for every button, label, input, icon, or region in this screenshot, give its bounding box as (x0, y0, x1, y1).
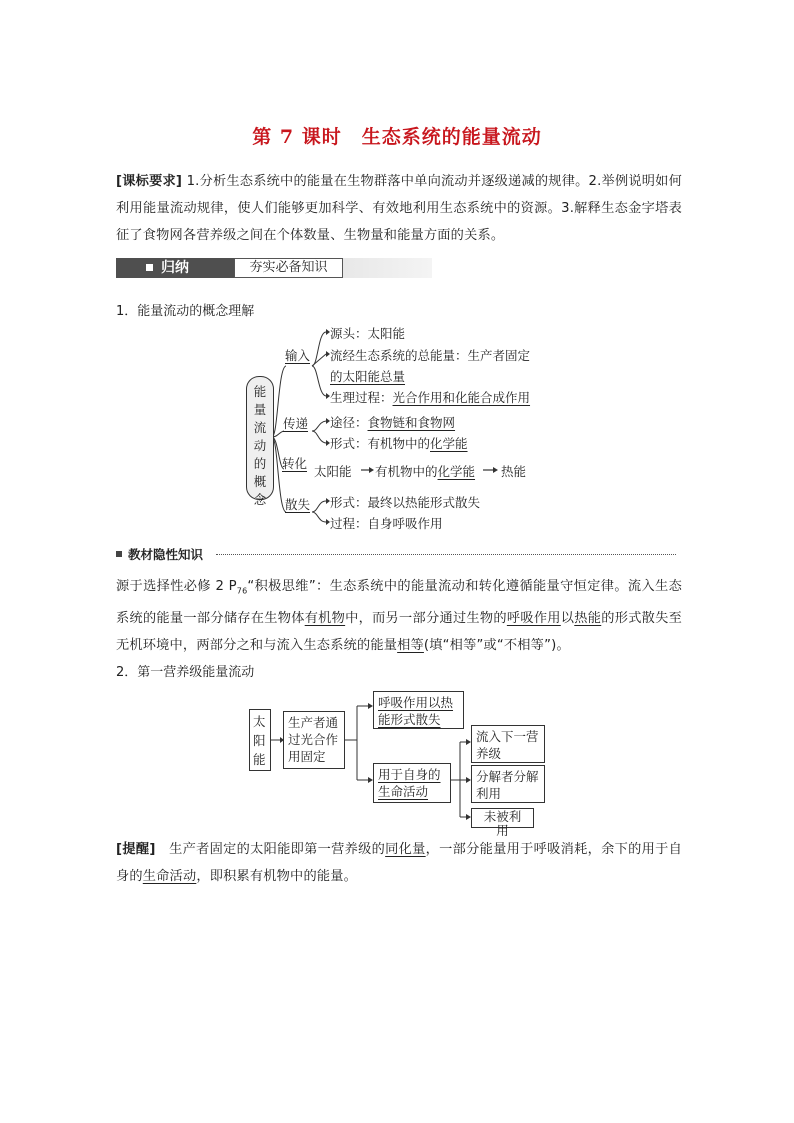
conversion-chem-value: 化学能 (437, 464, 476, 479)
reminder-tag: [提醒] (116, 842, 156, 857)
reminder-text-2: ，一部分能量用于呼吸消耗，余下的用于自身的 (116, 842, 682, 884)
input-label: 输入 (285, 348, 311, 363)
curriculum-text: 1.分析生态系统中的能量在生物群落中单向流动并逐级递减的规律。2.举例说明如何利用能量流动规律，使人们能够更加科学、有效地利用生态系统中的资源。3.解释生态金字塔表征了食物网各营养级之间在个体数量、生物量和能量方面的关系。 (116, 174, 682, 243)
reminder-answer-1: 同化量 (385, 842, 426, 857)
hk-text-1: 源于选择性必修 2 P (116, 579, 237, 594)
transfer-label: 传递 (283, 416, 309, 431)
input-total-prefix: 流经生态系统的总能量：生产者固定 (330, 348, 531, 363)
conversion-heat: 热能 (501, 464, 527, 479)
band-label: 归纳 (161, 260, 189, 276)
page-title: 第 7 课时 生态系统的能量流动 (252, 126, 542, 148)
concept-root-label: 能量流动的概念 (253, 384, 267, 507)
loss-label: 散失 (285, 497, 311, 512)
flow-next-level-label: 流入下一营养级 (476, 729, 539, 761)
transfer-route-prefix: 途径： (330, 415, 368, 430)
hk-answer-3: 热能 (574, 610, 602, 626)
hk-text-5: 的形式散失至无机环境中，两部分之和与流入生态系统的能量 (116, 610, 683, 653)
transfer-route-value: 食物链和食物网 (367, 415, 456, 430)
hk-text-6: (填“相等”或“不相等”)。 (423, 637, 570, 653)
hk-text-3: 中，而另一部分通过生物的 (345, 610, 507, 626)
flow-growth-label: 用于自身的生命活动 (378, 767, 441, 799)
conversion-label: 转化 (282, 456, 308, 471)
flow-unused-label: 未被利用 (483, 809, 522, 838)
conversion-chem-prefix: 有机物中的 (375, 464, 438, 479)
transfer-form-prefix: 形式：有机物中的 (330, 436, 431, 451)
flow-producer-label: 生产者通过光合作用固定 (288, 715, 339, 764)
input-source: 源头：太阳能 (330, 326, 406, 341)
loss-process: 过程：自身呼吸作用 (330, 516, 443, 531)
input-total-suffix: 的太阳能总量 (330, 369, 406, 384)
flow-decomposer-box (471, 765, 545, 803)
flow-respiration-box (373, 691, 464, 729)
reminder-answer-2: 生命活动 (142, 869, 197, 884)
transfer-form-value: 化学能 (430, 436, 468, 451)
hk-answer-2: 呼吸作用 (506, 610, 561, 626)
band-subtitle: 夯实必备知识 (234, 258, 343, 278)
hidden-knowledge-heading: 教材隐性知识 (128, 547, 204, 562)
flow-sun-box (249, 709, 271, 771)
input-process-prefix: 生理过程： (330, 390, 393, 405)
hk-text-2: “积极思维”：生态系统中的能量流动和转化遵循能量守恒定律。流入生态系统的能量一部分储存在生物体 (116, 579, 682, 626)
hk-answer-1: 有机物 (304, 610, 346, 626)
reminder-text-1: 生产者固定的太阳能即第一营养级的 (169, 842, 386, 857)
hk-text-4: 以 (560, 610, 575, 626)
conversion-sun: 太阳能 (314, 464, 352, 479)
section1-heading: 1．能量流动的概念理解 (116, 304, 255, 319)
input-process-value: 光合作用和化能合成作用 (392, 390, 531, 405)
flow-next-level-box (471, 725, 545, 763)
flow-unused-box (471, 808, 534, 838)
flow-growth-box (373, 763, 451, 803)
section2-heading: 2．第一营养级能量流动 (116, 665, 255, 680)
loss-form: 形式：最终以热能形式散失 (330, 495, 481, 510)
flow-decomposer-label: 分解者分解利用 (476, 769, 539, 801)
reminder-paragraph (116, 836, 682, 890)
reminder-text-3: ，即积累有机物中的能量。 (196, 869, 357, 884)
hk-subscript: 76 (236, 586, 248, 596)
curriculum-tag: [课标要求] (116, 174, 183, 189)
flow-respiration-label: 呼吸作用以热能形式散失 (378, 695, 454, 727)
flow-producer-box (283, 711, 345, 769)
hk-answer-4: 相等 (397, 637, 424, 653)
flow-sun-label: 太阳能 (253, 714, 266, 767)
